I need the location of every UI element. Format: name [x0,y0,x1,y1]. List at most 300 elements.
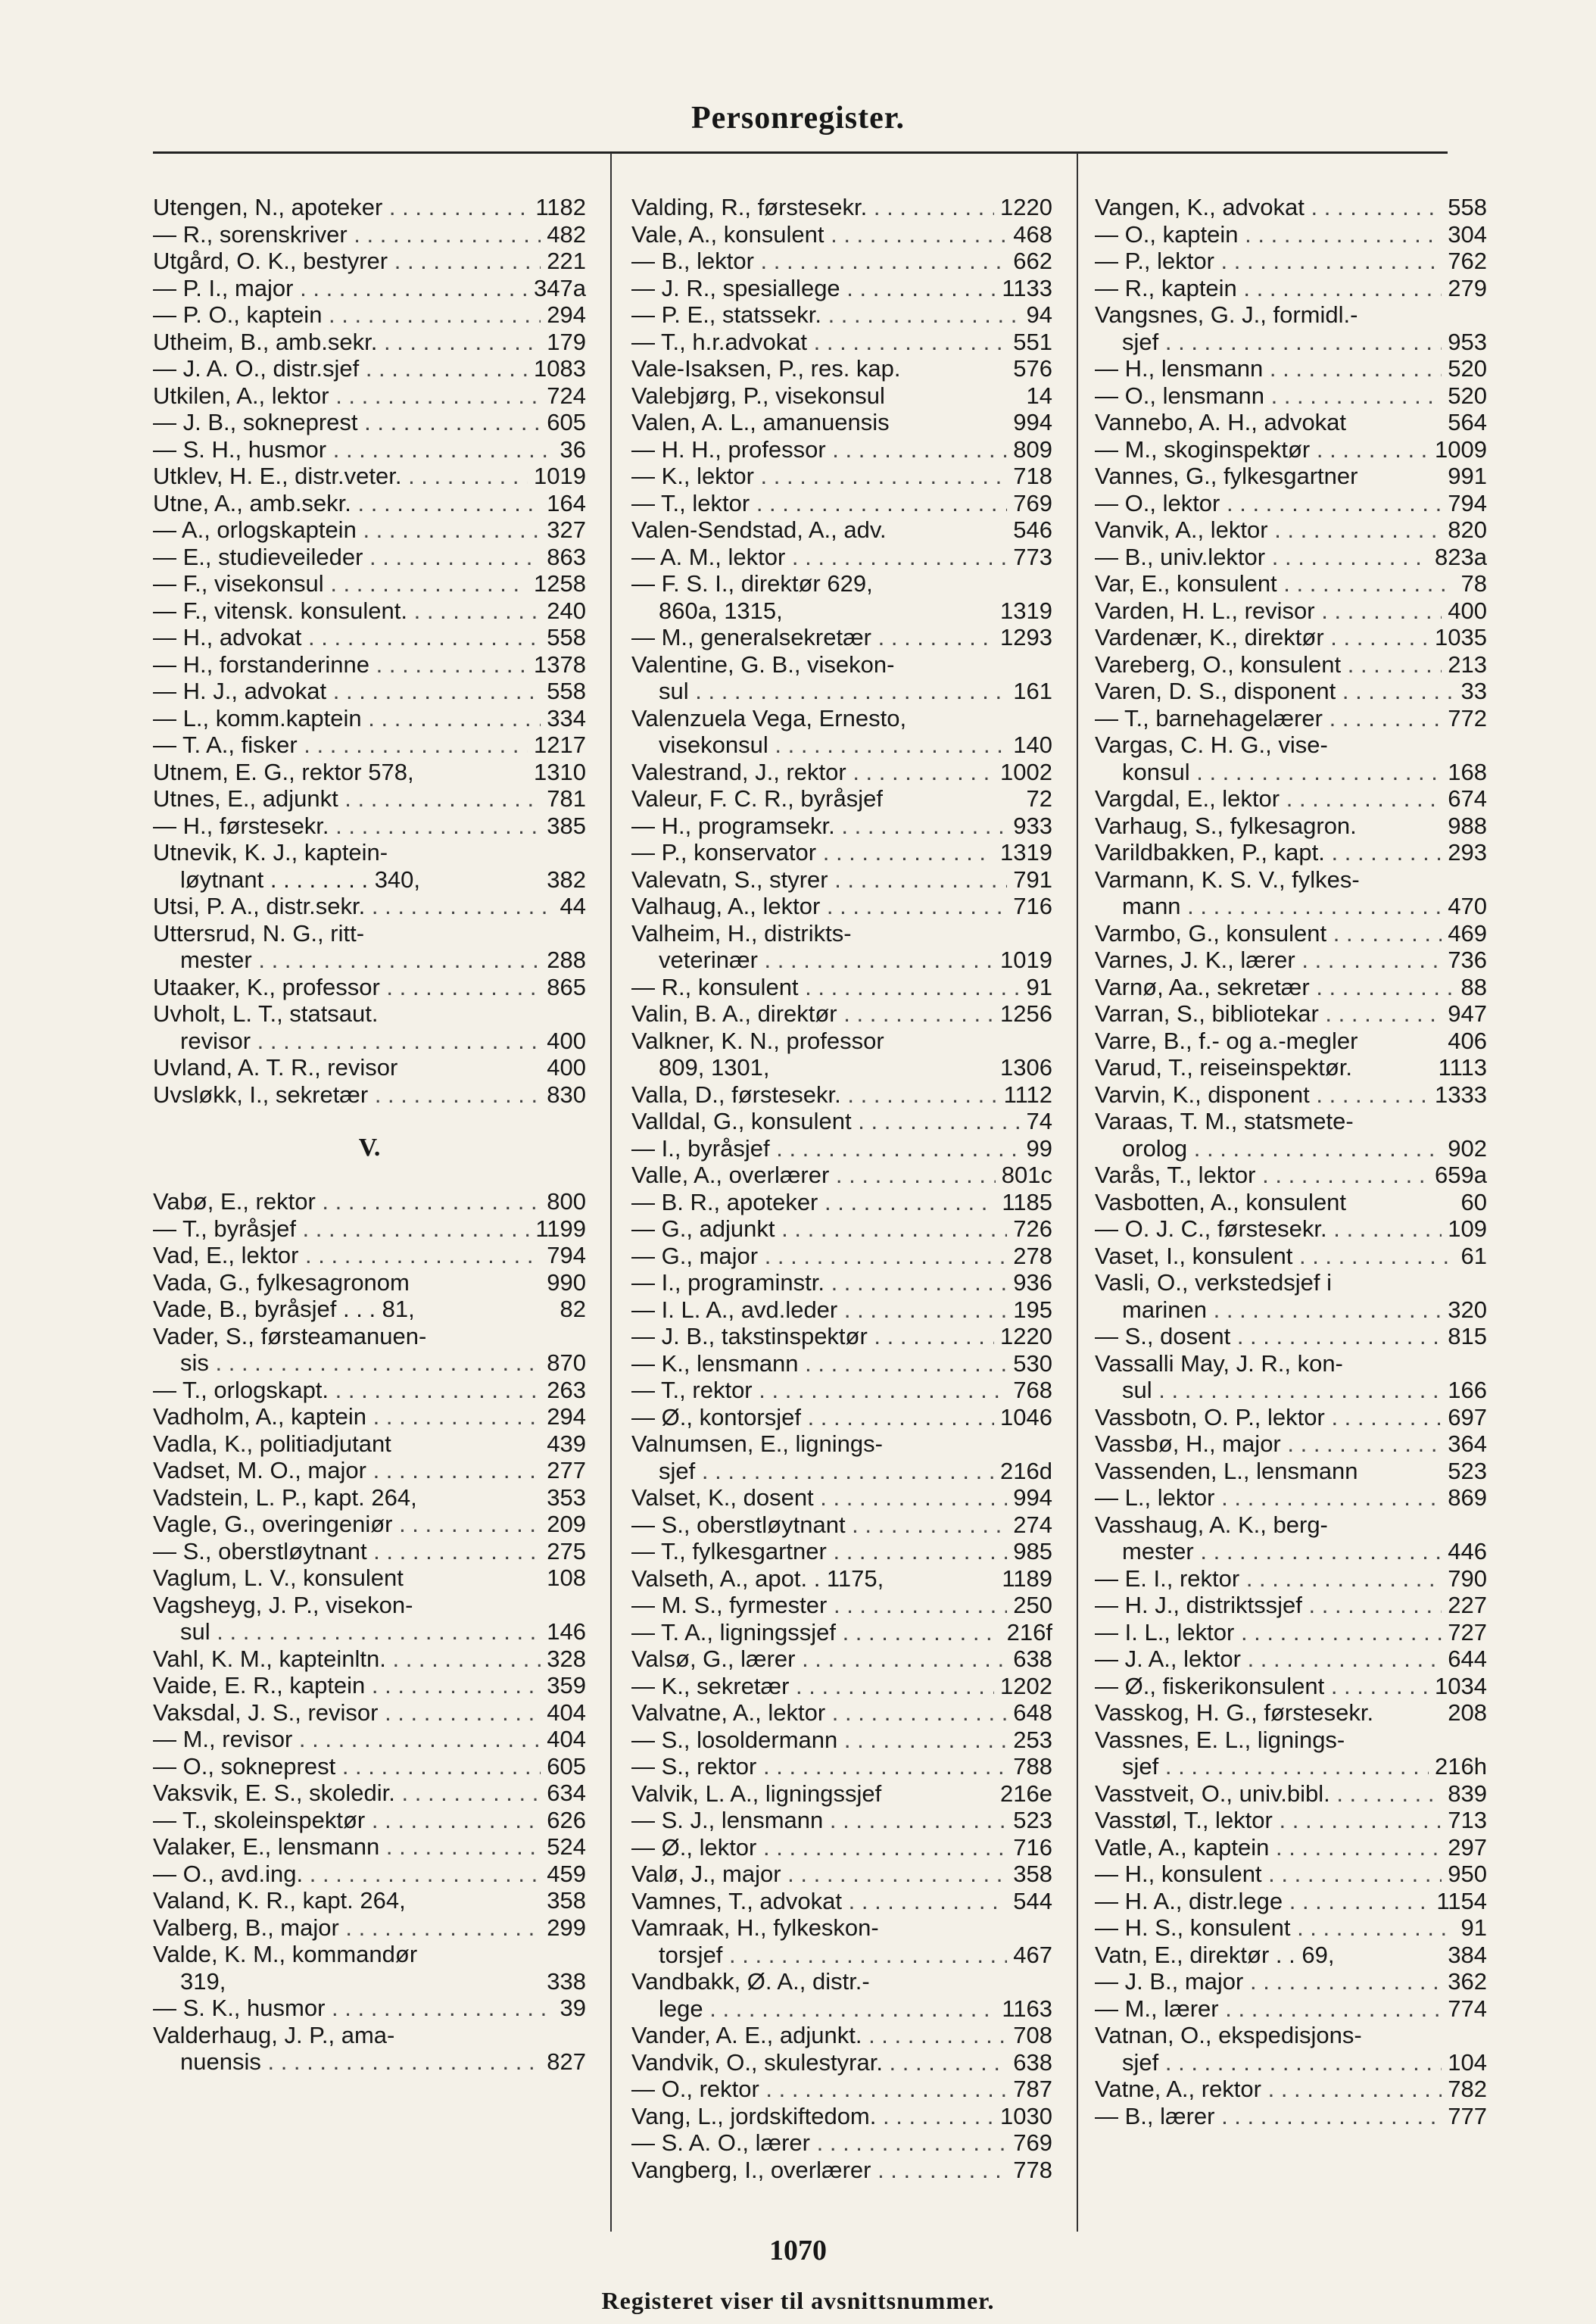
entry-name: — H. J., distriktssjef . . . [1095,1592,1442,1619]
index-entry [1095,974,1487,1001]
entry-reference: 1220 [1000,194,1052,220]
entry-name: Vadset, M. O., major . . . [153,1457,541,1484]
index-entry [631,732,1052,759]
index-entry [631,1995,1052,2023]
index-entry [153,329,586,356]
column-divider-2 [1077,153,1078,2232]
entry-name: Valderhaug, J. P., ama- [153,2021,395,2048]
entry-name: — H. H., professor . . . [631,436,1007,463]
entry-reference: 520 [1448,355,1487,382]
entry-name: Utne, A., amb.sekr. . . . [153,490,541,517]
entry-reference: 179 [547,328,586,355]
entry-name: Vannes, G., fylkesgartner [1095,463,1358,489]
entry-reference: 353 [547,1483,586,1511]
entry-reference: 564 [1448,409,1487,435]
entry-name: lege . . . [631,1995,996,2023]
entry-name: — P., konservator . . . [631,839,994,866]
index-entry [1095,1135,1487,1162]
entry-name: Vangsnes, G. J., formidl.- [1095,301,1358,328]
entry-name: — M., lærer . . . [1095,1995,1442,2023]
entry-reference: 161 [1013,678,1052,704]
entry-reference: 726 [1013,1215,1052,1242]
entry-reference: 544 [1013,1887,1052,1914]
entry-reference: 991 [1448,463,1487,489]
index-entry [631,839,1052,866]
index-entry [153,974,586,1001]
index-entry [1095,221,1487,248]
entry-name: Vadla, K., politiadjutant [153,1430,391,1457]
entry-name: — P., lektor . . . [1095,248,1442,275]
footer-note: Registeret viser til avsnittsnummer. [601,2287,995,2314]
entry-name: Vagsheyg, J. P., visekon- [153,1591,413,1618]
index-entry [631,570,1052,597]
index-entry [631,2129,1052,2157]
entry-name: mester . . . [1095,1538,1442,1565]
entry-name: — I., programinstr. . . . [631,1269,1007,1296]
entry-name: sul . . . [1095,1377,1442,1404]
entry-name: Vandbakk, Ø. A., distr.- [631,1968,870,1995]
index-entry [1095,1215,1487,1243]
index-entry [631,194,1052,221]
index-entry [1095,839,1487,866]
entry-reference: 716 [1013,893,1052,919]
entry-name: visekonsul . . . [631,732,1007,759]
index-entry [1095,1484,1487,1511]
entry-name: Uttersrud, N. G., ritt- [153,919,365,947]
entry-name: Utnem, E. G., rektor 578, [153,758,414,785]
entry-reference: 382 [547,866,586,893]
entry-name: — J. A., lektor . . . [1095,1646,1442,1673]
entry-reference: 14 [1026,382,1052,409]
entry-reference: 865 [547,973,586,1000]
entry-name: Vareberg, O., konsulent . . . [1095,651,1442,678]
entries-v [153,1188,586,2076]
entry-reference: 1202 [1000,1672,1052,1699]
index-entry [1095,1592,1487,1619]
entry-reference: 39 [560,1995,586,2021]
entry-name: sjef . . . [1095,329,1442,356]
entry-name: Valaker, E., lensmann . . . [153,1833,541,1861]
entry-name: konsul . . . [1095,759,1442,786]
entry-name: Varvin, K., disponent . . . [1095,1081,1429,1109]
entry-reference: 674 [1448,785,1487,812]
index-entry [631,248,1052,275]
index-entry [631,1296,1052,1324]
index-entry [1095,436,1487,463]
entries-van [1095,194,1487,2129]
entry-name: Utgård, O. K., bestyrer . . . [153,248,541,275]
entry-reference: 91 [1460,1914,1487,1941]
entry-name: mester . . . [153,947,541,974]
index-entry [631,463,1052,490]
entry-name: Utnes, E., adjunkt . . . [153,785,541,813]
entry-name: Vasbotten, A., konsulent [1095,1188,1347,1215]
entry-reference: 576 [1013,355,1052,382]
entry-reference: 109 [1448,1215,1487,1242]
entry-reference: 72 [1026,785,1052,812]
index-entry [1095,1243,1487,1270]
entry-name: — K., lektor . . . [631,463,1007,490]
index-entry [153,1753,586,1780]
index-entry [631,1430,1052,1458]
entry-name: Valseth, A., apot. . 1175, [631,1564,884,1592]
entry-name: marinen . . . [1095,1296,1442,1324]
entry-name: Valle, A., overlærer . . . [631,1162,996,1189]
index-entry [1095,1189,1487,1216]
entry-reference: 869 [1448,1484,1487,1511]
index-entry [1095,813,1487,840]
entry-reference: 406 [1448,1027,1487,1054]
entry-reference: 60 [1460,1188,1487,1215]
entry-reference: 294 [547,1403,586,1430]
entry-reference: 781 [547,785,586,812]
entry-name: Valding, R., førstesekr. . . . [631,194,994,221]
entry-name: — S. H., husmor . . . [153,436,554,463]
entry-reference: 358 [547,1887,586,1914]
entry-name: Valde, K. M., kommandør [153,1941,418,1967]
index-entry [1095,2049,1487,2076]
entry-reference: 347a [534,274,586,301]
index-entry [153,1054,586,1081]
entry-reference: 985 [1013,1538,1052,1564]
entry-reference: 662 [1013,248,1052,274]
entry-reference: 88 [1460,973,1487,1000]
index-entry [153,705,586,732]
page-title: Personregister. [690,101,906,136]
entry-reference: 1306 [1000,1054,1052,1081]
entry-reference: 782 [1448,2076,1487,2102]
entry-reference: 1030 [1000,2102,1052,2129]
index-entry [1095,1538,1487,1565]
entry-name: — S. K., husmor . . . [153,1995,554,2022]
entry-reference: 523 [1448,1457,1487,1484]
entry-name: Vanvik, A., lektor . . . [1095,516,1442,544]
entry-name: — M., generalsekretær . . . [631,624,994,651]
entry-reference: 166 [1448,1377,1487,1403]
entry-reference: 1019 [534,463,586,489]
index-entry [153,624,586,651]
entry-reference: 1319 [1000,597,1052,624]
entry-name: — O., lektor . . . [1095,490,1442,517]
index-entry [631,1699,1052,1727]
entry-reference: 1310 [534,758,586,785]
index-entry [631,490,1052,517]
entry-name: — Ø., kontorsjef . . . [631,1404,994,1431]
entry-name: Utkilen, A., lektor . . . [153,382,541,410]
index-entry [153,759,586,786]
index-entry [153,1672,586,1699]
index-entry [1095,705,1487,732]
index-entry [1095,1296,1487,1324]
entry-name: — H. S., konsulent . . . [1095,1914,1455,1942]
index-entry [631,1269,1052,1296]
entry-reference: 947 [1448,1000,1487,1027]
entry-name: Vassalli May, J. R., kon- [1095,1349,1343,1377]
entry-reference: 275 [547,1537,586,1564]
entry-reference: 936 [1013,1269,1052,1296]
index-entry [153,1081,586,1109]
index-entry [631,1081,1052,1109]
entry-reference: 33 [1460,678,1487,704]
entry-name: — B. R., apoteker . . . [631,1189,996,1216]
entry-name: Varås, T., lektor . . . [1095,1162,1429,1189]
entry-name: Vassnes, E. L., lignings- [1095,1726,1345,1753]
entry-reference: 769 [1013,489,1052,516]
entry-reference: 530 [1013,1349,1052,1377]
entry-name: — H. J., advokat . . . [153,678,541,705]
index-entry [631,651,1052,678]
index-entry [1095,920,1487,947]
entry-name: Vardenær, K., direktør . . . [1095,624,1429,651]
index-entry [1095,1727,1487,1754]
entry-name: Valand, K. R., kapt. 264, [153,1887,406,1914]
index-entry [153,1833,586,1861]
entry-reference: 626 [547,1806,586,1833]
entry-reference: 404 [547,1726,586,1752]
entry-reference: 216e [1000,1780,1052,1807]
index-entry [1095,1350,1487,1377]
entry-reference: 482 [547,220,586,248]
entry-name: nuensis . . . [153,2048,541,2076]
entry-reference: 195 [1013,1296,1052,1323]
index-entry [631,1942,1052,1969]
entry-name: Vannebo, A. H., advokat [1095,409,1347,435]
entry-name: — B., univ.lektor . . . [1095,544,1429,571]
header-rule [153,151,1448,154]
index-entry [153,1323,586,1350]
entry-reference: 439 [547,1430,586,1457]
index-entry [631,920,1052,947]
entry-name: Utsi, P. A., distr.sekr. . . . [153,893,554,920]
entry-reference: 794 [1448,489,1487,516]
entry-reference: 338 [547,1967,586,1995]
entry-name: Utengen, N., apoteker . . . [153,194,529,221]
index-entry [153,1538,586,1565]
index-entry [153,275,586,302]
index-entry [631,1162,1052,1189]
index-entry [153,1457,586,1484]
entry-reference: 933 [1013,812,1052,839]
entry-name: — T., skoleinspektør . . . [153,1807,541,1834]
entry-name: sul . . . [153,1618,541,1646]
index-entry [1095,2022,1487,2049]
entry-reference: 1019 [1000,947,1052,973]
index-entry [631,1028,1052,1055]
index-entry [631,329,1052,356]
index-entry [1095,1807,1487,1834]
entry-reference: 44 [560,893,586,919]
entry-reference: 1378 [534,650,586,678]
entry-name: — G., major . . . [631,1243,1007,1270]
entry-name: Vangen, K., advokat . . . [1095,194,1442,221]
index-entry [1095,624,1487,651]
entry-name: — T., byråsjef . . . [153,1215,529,1243]
entry-reference: 1189 [1002,1564,1052,1592]
entry-name: — G., adjunkt . . . [631,1215,1007,1243]
entry-reference: 801c [1001,1162,1052,1188]
entry-reference: 99 [1026,1134,1052,1162]
index-entry [153,1296,586,1323]
column-divider-1 [610,153,612,2232]
index-entry [1095,1404,1487,1431]
entry-reference: 788 [1013,1753,1052,1780]
entry-name: Utnevik, K. J., kaptein- [153,839,388,866]
entry-name: Varmbo, G., konsulent . . . [1095,920,1442,947]
entry-reference: 648 [1013,1699,1052,1726]
entry-name: — O., kaptein . . . [1095,221,1442,248]
entry-name: Utaaker, K., professor . . . [153,974,541,1001]
entry-name: Valla, D., førstesekr. . . . [631,1081,998,1109]
index-entry [1095,301,1487,329]
entry-reference: 644 [1448,1646,1487,1672]
entry-name: Valen, A. L., amanuensis [631,409,890,435]
index-entry [153,1914,586,1942]
index-entry [153,1861,586,1888]
entry-reference: 778 [1013,2156,1052,2183]
index-entry [1095,1511,1487,1539]
entry-reference: 777 [1448,2102,1487,2129]
index-entry [153,1000,586,1028]
index-entry [1095,1888,1487,1915]
entry-reference: 227 [1448,1592,1487,1618]
index-entry [1095,1108,1487,1135]
entry-name: Valheim, H., distrikts- [631,919,852,947]
entry-name: — H., forstanderinne . . . [153,651,528,678]
index-entry [153,436,586,463]
entry-name: Vatne, A., rektor . . . [1095,2076,1442,2103]
entry-reference: 697 [1448,1403,1487,1430]
entry-name: — P. O., kaptein . . . [153,301,541,329]
entry-name: — M. S., fyrmester . . . [631,1592,1007,1619]
entry-reference: 1182 [535,194,586,220]
index-entry [1095,1081,1487,1109]
entry-reference: 1220 [1000,1323,1052,1349]
index-entry [1095,947,1487,974]
index-entry [631,1484,1052,1511]
index-entry [153,409,586,436]
index-entry [153,1968,586,1995]
entry-name: Varhaug, S., fylkesagron. [1095,812,1357,839]
entry-reference: 772 [1448,704,1487,732]
index-entry [1095,1000,1487,1028]
entry-reference: 1046 [1000,1403,1052,1430]
entry-reference: 1258 [534,570,586,597]
entry-reference: 1113 [1438,1054,1487,1081]
entry-name: Vadstein, L. P., kapt. 264, [153,1483,417,1511]
entry-reference: 718 [1013,463,1052,489]
entry-name: Varildbakken, P., kapt. . . . [1095,839,1442,866]
index-entry [153,1699,586,1727]
entry-reference: 713 [1448,1807,1487,1833]
index-entry [153,1807,586,1834]
entry-reference: 446 [1448,1538,1487,1564]
index-entry [1095,1699,1487,1727]
entry-reference: 279 [1448,274,1487,301]
entry-reference: 659a [1435,1162,1487,1188]
index-entry [631,1727,1052,1754]
entry-name: — H., programsekr. . . . [631,813,1007,840]
entry-name: — I. L., lektor . . . [1095,1619,1442,1646]
entry-reference: 769 [1013,2129,1052,2156]
entry-reference: 1185 [1002,1188,1052,1215]
entry-reference: 634 [547,1780,586,1806]
entry-reference: 1034 [1435,1672,1487,1699]
entry-name: Valø, J., major . . . [631,1861,1007,1888]
entry-reference: 384 [1448,1941,1487,1968]
entry-name: Vamnes, T., advokat . . . [631,1888,1007,1915]
entry-reference: 278 [1013,1242,1052,1269]
entry-name: Vaset, I., konsulent . . . [1095,1243,1455,1270]
index-entry [631,355,1052,382]
section-heading-v: V. [358,1134,381,1162]
entry-name: — A., orlogskaptein . . . [153,516,541,544]
entry-name: 860a, 1315, [659,597,783,624]
index-entry [153,866,586,894]
entry-reference: 221 [547,248,586,274]
entry-reference: 790 [1448,1564,1487,1592]
index-entry [631,544,1052,571]
index-entry [631,678,1052,705]
entry-reference: 1035 [1435,624,1487,650]
index-entry [153,947,586,974]
entry-name: — T., fylkesgartner . . . [631,1538,1007,1565]
entry-name: Valevatn, S., styrer . . . [631,866,1007,894]
entry-name: Valvik, L. A., ligningssjef [631,1780,882,1807]
entry-reference: 1333 [1435,1081,1487,1108]
entry-reference: 990 [547,1268,586,1296]
entry-reference: 74 [1026,1108,1052,1134]
index-entry [153,544,586,571]
index-entry [1095,866,1487,894]
entry-reference: 216f [1006,1618,1052,1646]
entry-name: — T., lektor . . . [631,490,1007,517]
index-column-2 [631,194,1052,2183]
index-entry [1095,1861,1487,1888]
entry-name: Vasskog, H. G., førstesekr. [1095,1699,1374,1726]
entry-name: Vagle, G., overingeniør . . . [153,1511,541,1538]
entry-name: Valhaug, A., lektor . . . [631,893,1007,920]
index-entry [153,2048,586,2076]
entry-reference: 800 [547,1188,586,1215]
entry-reference: 299 [547,1914,586,1941]
index-entry [153,1511,586,1538]
entry-name: mann . . . [1095,893,1442,920]
entry-reference: 468 [1013,220,1052,248]
entry-reference: 240 [547,597,586,624]
entry-reference: 108 [547,1564,586,1591]
entry-reference: 558 [547,624,586,650]
entry-reference: 94 [1026,301,1052,328]
index-entry [631,382,1052,410]
entry-name: Varud, T., reiseinspektør. [1095,1054,1353,1081]
index-entry [1095,382,1487,410]
entry-reference: 1293 [1000,624,1052,650]
index-entry [631,2049,1052,2076]
index-entry [631,705,1052,732]
index-entry [1095,1162,1487,1189]
index-entry [1095,1430,1487,1458]
index-entry [631,1565,1052,1592]
index-entry [1095,1914,1487,1942]
index-entry [631,785,1052,813]
entry-name: Valkner, K. N., professor [631,1027,884,1054]
entry-reference: 362 [1448,1968,1487,1995]
index-entry [631,597,1052,625]
index-entry [153,813,586,840]
index-entry [1095,1028,1487,1055]
entry-name: — R., konsulent . . . [631,974,1021,1001]
entry-name: — L., komm.kaptein . . . [153,705,541,732]
